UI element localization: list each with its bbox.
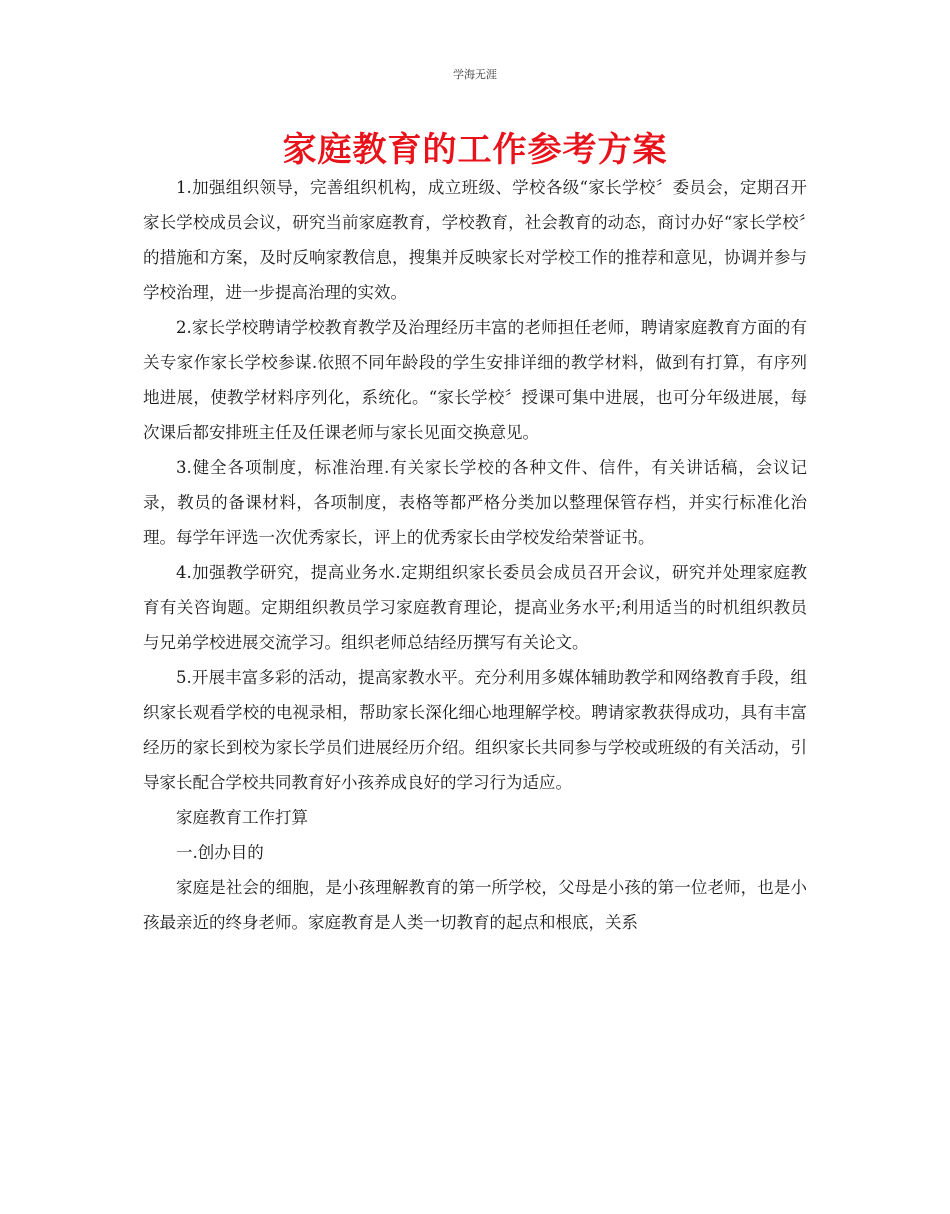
document-body: [143, 170, 807, 940]
paragraph-4: 4.加强教学研究，提高业务水.定期组织家长委员会成员召开会议，研究并处理家庭教育有关咨询题。定期组织教员学习家庭教育理论，提高业务水平;利用适当的时机组织教员与兄弟学校进展交流学习。组织老师总结经历撰写有关论文。: [143, 563, 807, 652]
paragraph-3: 3.健全各项制度，标准治理.有关家长学校的各种文件、信件，有关讲话稿，会议记录，教员的备课材料，各项制度，表格等都严格分类加以整理保管存档，并实行标准化治理。每学年评选一次优秀家长，评上的优秀家长由学校发给荣誉证书。: [143, 458, 807, 547]
paragraph-2: 2.家长学校聘请学校教育教学及治理经历丰富的老师担任老师，聘请家庭教育方面的有关专家作家长学校参谋.依照不同年龄段的学生安排详细的教学材料，做到有打算，有序列地进展，使教学材料序列化，系统化。“家长学校〞授课可集中进展，也可分年级进展，每次课后都安排班主任及任课老师与家长见面交换意见。: [143, 318, 807, 442]
paragraph-5: 5.开展丰富多彩的活动，提高家教水平。充分利用多媒体辅助教学和网络教育手段，组织家长观看学校的电视录相，帮助家长深化细心地理解学校。聘请家教获得成功，具有丰富经历的家长到校为家长学员们进展经历介绍。组织家长共同参与学校或班级的有关活动，引导家长配合学校共同教育好小孩养成良好的学习行为适应。: [143, 668, 807, 792]
document-title: 家庭教育的工作参考方案: [282, 130, 668, 170]
paragraph-6: 家庭是社会的细胞，是小孩理解教育的第一所学校，父母是小孩的第一位老师，也是小孩最亲近的终身老师。家庭教育是人类一切教育的起点和根底，关系: [143, 878, 807, 932]
subsection-heading: 一.创办目的: [176, 843, 264, 862]
page-header: 学海无涯: [453, 68, 497, 81]
section-heading: 家庭教育工作打算: [176, 808, 308, 827]
paragraph-1: 1.加强组织领导，完善组织机构，成立班级、学校各级“家长学校〞委员会，定期召开家长学校成员会议，研究当前家庭教育，学校教育，社会教育的动态，商讨办好“家长学校〞的措施和方案，及时反响家教信息，搜集并反映家长对学校工作的推荐和意见，协调并参与学校治理，进一步提高治理的实效。: [143, 178, 807, 302]
